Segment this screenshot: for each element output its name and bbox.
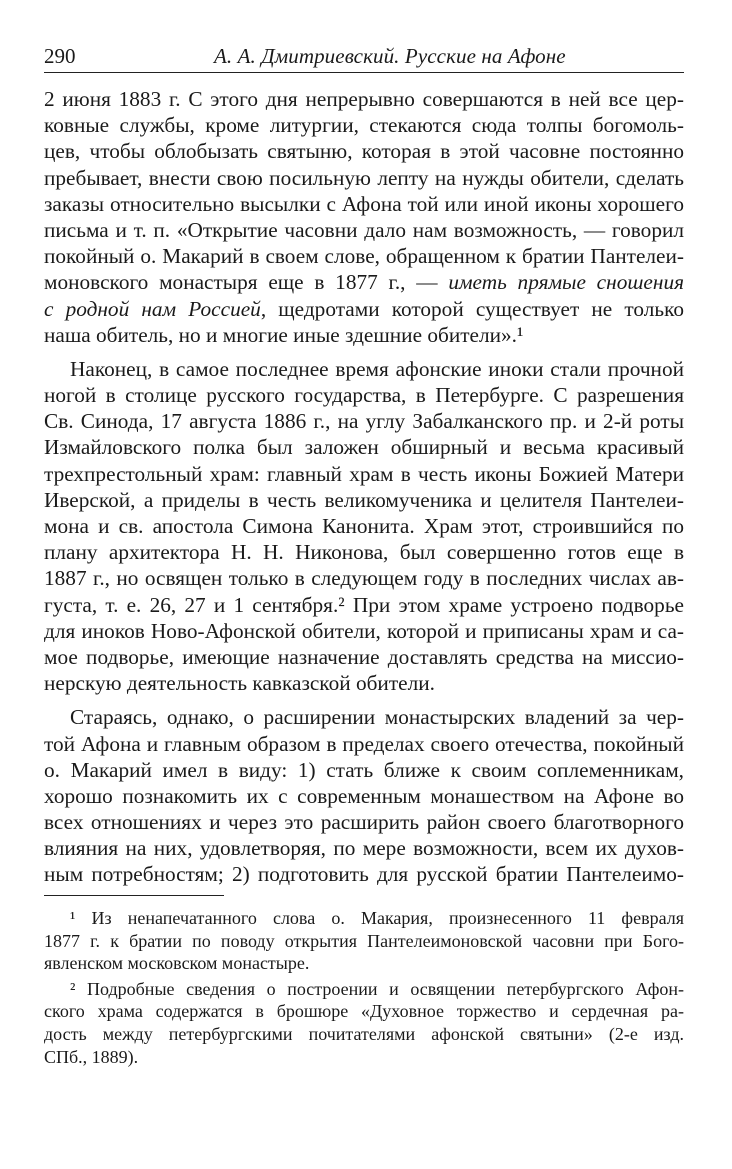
text-line: для иноков Ново-Афонской обители, которой и приписаны храм и са- (44, 618, 684, 643)
text-line: мое подворье, имеющие назначение доставлять средства на миссио- (44, 644, 684, 669)
footnote-line: дость между петербургскими почитателями афонской святыни» (2-е изд. (44, 1023, 684, 1044)
paragraph-3 (44, 704, 684, 887)
text-line: пребывает, внести свою посильную лепту на нужды обители, сделать (44, 165, 684, 190)
text-line: мона и св. апостола Симона Канонита. Храм этот, строившийся по (44, 514, 684, 538)
footnotes (44, 907, 684, 1068)
page-number: 290 (44, 44, 76, 68)
text-line: густа, т. е. 26, 27 и 1 сентября.² При этом храме устроено подворье (44, 592, 684, 617)
text-line: плану архитектора Н. Н. Никонова, был совершенно готов еще в (44, 540, 684, 565)
footnote-line: СПб., 1889). (44, 1046, 139, 1067)
text-line: Иверской, а приделы в честь великомученика и целителя Пантелеи- (44, 487, 684, 512)
text-line: цев, чтобы облобызать святыню, которая в этой часовне постоянно (44, 139, 684, 164)
text-line: всех отношениях и через это расширить район своего благотворного (44, 810, 684, 835)
text-line: Св. Синода, 17 августа 1886 г., на углу Забалканского пр. и 2-й роты (44, 409, 684, 434)
text-line: Измайловского полка был заложен обширный и весьма красивый (44, 435, 684, 460)
running-title: А. А. Дмитриевский. Русские на Афоне (214, 44, 566, 68)
text-line: заказы относительно высылки с Афона той или иной иконы хорошего (44, 191, 684, 216)
footnote-2 (44, 978, 684, 1068)
text-line: моновского монастыря еще в 1877 г., — иметь прямые сношения (44, 270, 684, 295)
footnote-line: ² Подробные сведения о построении и освящении петербургского Афон- (70, 978, 684, 999)
text-line: покойный о. Макарий в своем слове, обращенном к братии Пантелеи- (44, 244, 684, 269)
text-line: ковные службы, кроме литургии, стекаются сюда толпы богомоль- (44, 113, 684, 138)
text-line: ногой в столице русского государства, в Петербурге. С разрешения (44, 383, 684, 408)
text-line: Наконец, в самое последнее время афонские иноки стали прочной (70, 356, 684, 381)
text-line: 1887 г., но освящен только в следующем году в последних числах ав- (44, 566, 684, 591)
text-line: письма и т. п. «Открытие часовни дало нам возможность, — говорил (44, 217, 684, 242)
footnote-line: ¹ Из ненапечатанного слова о. Макария, произнесенного 11 февраля (70, 908, 684, 928)
text-line: 2 июня 1883 г. С этого дня непрерывно совершаются в ней все цер- (44, 87, 684, 111)
footnote-1 (44, 907, 684, 975)
footnote-line: 1877 г. к братии по поводу открытия Пантелеимоновской часовни при Бого- (44, 930, 684, 951)
paragraph-2 (44, 356, 684, 696)
paragraph-1 (44, 86, 684, 348)
footnote-line: явленском московском монастыре. (44, 953, 310, 974)
page-header (44, 44, 684, 74)
text-line: влияния на них, удовлетворяя, по мере возможности, всем их духов- (44, 836, 684, 861)
text-line: ным потребностям; 2) подготовить для русской братии Пантелеимо- (44, 862, 684, 887)
text-line: той Афона и главным образом в пределах своего отечества, покойный (44, 731, 684, 756)
footnote-rule (44, 895, 224, 896)
text-line: трехпрестольный храм: главный храм в честь иконы Божией Матери (44, 461, 684, 486)
text-line: нерскую деятельность кавказской обители. (44, 671, 435, 696)
text-line: Стараясь, однако, о расширении монастырских владений за чер- (70, 705, 684, 730)
text-line: с родной нам Россией, щедротами которой существует не только (44, 296, 684, 321)
text-line: о. Макарий имел в виду: 1) стать ближе к своим соплеменникам, (44, 757, 684, 782)
text-line: наша обитель, но и многие иные здешние обители».¹ (44, 322, 524, 347)
header-rule (44, 72, 684, 73)
body-text (44, 86, 684, 888)
text-line: хорошо познакомить их с современным монашеством на Афоне во (44, 783, 684, 808)
footnote-line: ского храма содержатся в брошюре «Духовное торжество и сердечная ра- (44, 1001, 684, 1022)
